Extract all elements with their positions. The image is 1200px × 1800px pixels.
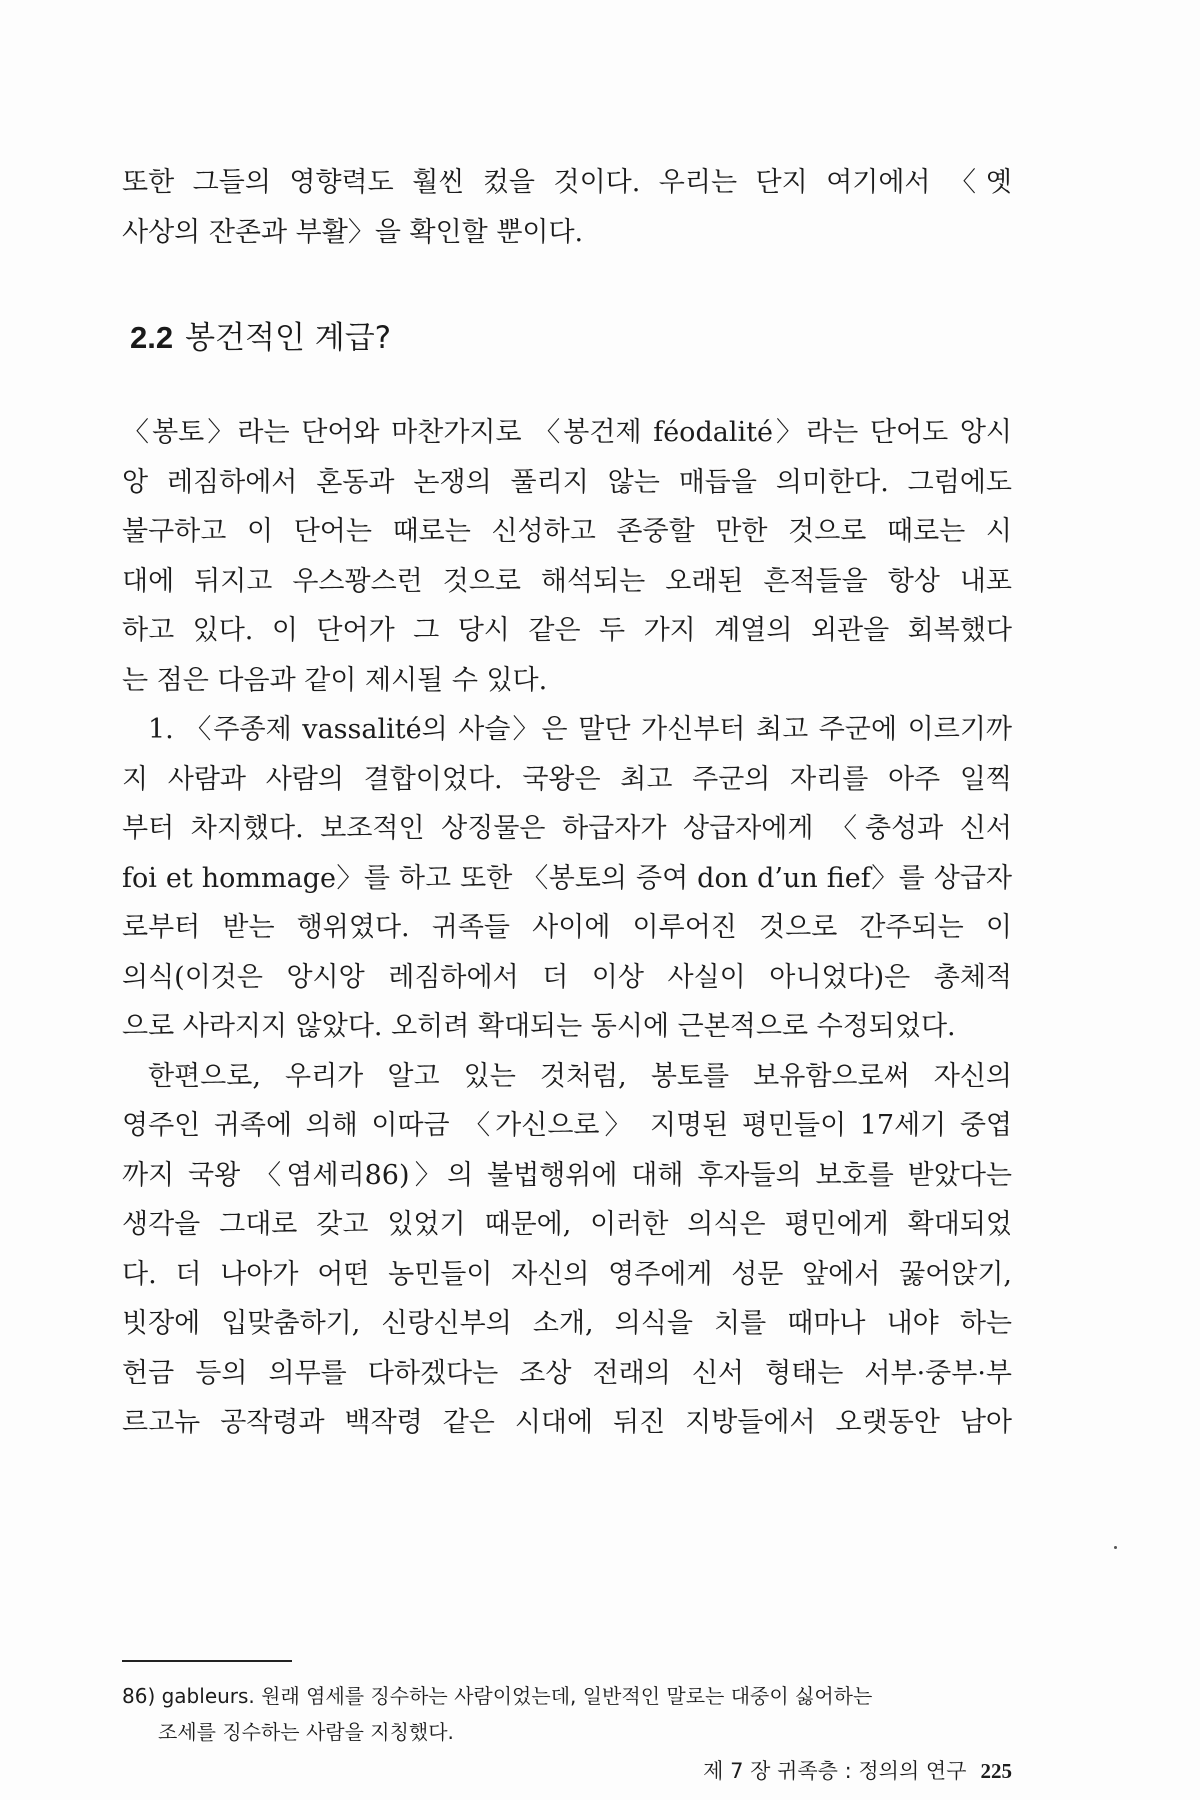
stray-mark: [1114, 1546, 1117, 1549]
text-line: 는 점은 다음과 같이 제시될 수 있다.: [122, 664, 548, 696]
text-line: 영주인 귀족에 의해 이따금 〈가신으로〉 지명된 평민들이 17세기 중엽: [122, 1110, 1012, 1141]
text-line: 르고뉴 공작령과 백작령 같은 시대에 뒤진 지방들에서 오랫동안 남아: [122, 1407, 1012, 1438]
intro-paragraph: [122, 158, 1012, 257]
text-line: 생각을 그대로 갖고 있었기 때문에, 이러한 의식은 평민에게 확대되었: [122, 1209, 1012, 1240]
section-title: 봉건적인 계급?: [185, 320, 392, 356]
text-line: 〈봉토〉라는 단어와 마찬가지로 〈봉건제 féodalité〉라는 단어도 앙시: [122, 417, 1012, 448]
section-heading: [130, 318, 391, 358]
running-footer: [703, 1755, 1012, 1785]
text-line: 한편으로, 우리가 알고 있는 것처럼, 봉토를 보유함으로써 자신의: [148, 1060, 1012, 1092]
text-line: 로부터 받는 행위였다. 귀족들 사이에 이루어진 것으로 간주되는 이: [122, 912, 1012, 943]
footnote-line: 86) gableurs. 원래 염세를 징수하는 사람이었는데, 일반적인 말로는 대중이 싫어하는: [122, 1684, 873, 1708]
text-line: 까지 국왕 〈염세리86)〉의 불법행위에 대해 후자들의 보호를 받았다는: [122, 1159, 1012, 1191]
text-line: 다. 더 나아가 어떤 농민들이 자신의 영주에게 성문 앞에서 꿇어앉기,: [122, 1258, 1012, 1290]
text-line: 의식(이것은 앙시앙 레짐하에서 더 이상 사실이 아니었다)은 총체적: [122, 961, 1012, 993]
text-line: 대에 뒤지고 우스꽝스런 것으로 해석되는 오래된 흔적들을 항상 내포: [122, 565, 1012, 597]
text-line: 으로 사라지지 않았다. 오히려 확대되는 동시에 근본적으로 수정되었다.: [122, 1011, 956, 1042]
text-line: 또한 그들의 영향력도 훨씬 컸을 것이다. 우리는 단지 여기에서 〈옛: [122, 167, 1012, 198]
text-line: foi et hommage〉를 하고 또한 〈봉토의 증여 don d’un fief〉를 상급자: [122, 862, 1012, 894]
footnote-line: 조세를 징수하는 사람을 지칭했다.: [158, 1720, 454, 1744]
text-line: 부터 차지했다. 보조적인 상징물은 하급자가 상급자에게 〈충성과 신서: [122, 813, 1012, 844]
text-line: 불구하고 이 단어는 때로는 신성하고 존중할 만한 것으로 때로는 시: [122, 516, 1012, 547]
chapter-title: 제 7 장 귀족층 : 정의의 연구: [703, 1759, 967, 1783]
text-line: 빗장에 입맞춤하기, 신랑신부의 소개, 의식을 치를 때마나 내야 하는: [122, 1308, 1012, 1339]
footnote: [122, 1678, 1012, 1750]
text-line: 헌금 등의 의무를 다하겠다는 조상 전래의 신서 형태는 서부·중부·부: [122, 1357, 1012, 1389]
footnote-divider: [122, 1660, 292, 1662]
text-line: 1. 〈주종제 vassalité의 사슬〉은 말단 가신부터 최고 주군에 이르기까: [148, 714, 1012, 745]
text-line: 지 사람과 사람의 결합이었다. 국왕은 최고 주군의 자리를 아주 일찍: [122, 763, 1012, 795]
section-number: 2.2: [130, 320, 174, 355]
page-number: 225: [980, 1759, 1012, 1783]
text-line: 하고 있다. 이 단어가 그 당시 같은 두 가지 계열의 외관을 회복했다: [122, 615, 1012, 646]
text-line: 앙 레짐하에서 혼동과 논쟁의 풀리지 않는 매듭을 의미한다. 그럼에도: [122, 466, 1012, 498]
text-line: 사상의 잔존과 부활〉을 확인할 뿐이다.: [122, 216, 584, 248]
body-text: [122, 408, 1012, 1448]
